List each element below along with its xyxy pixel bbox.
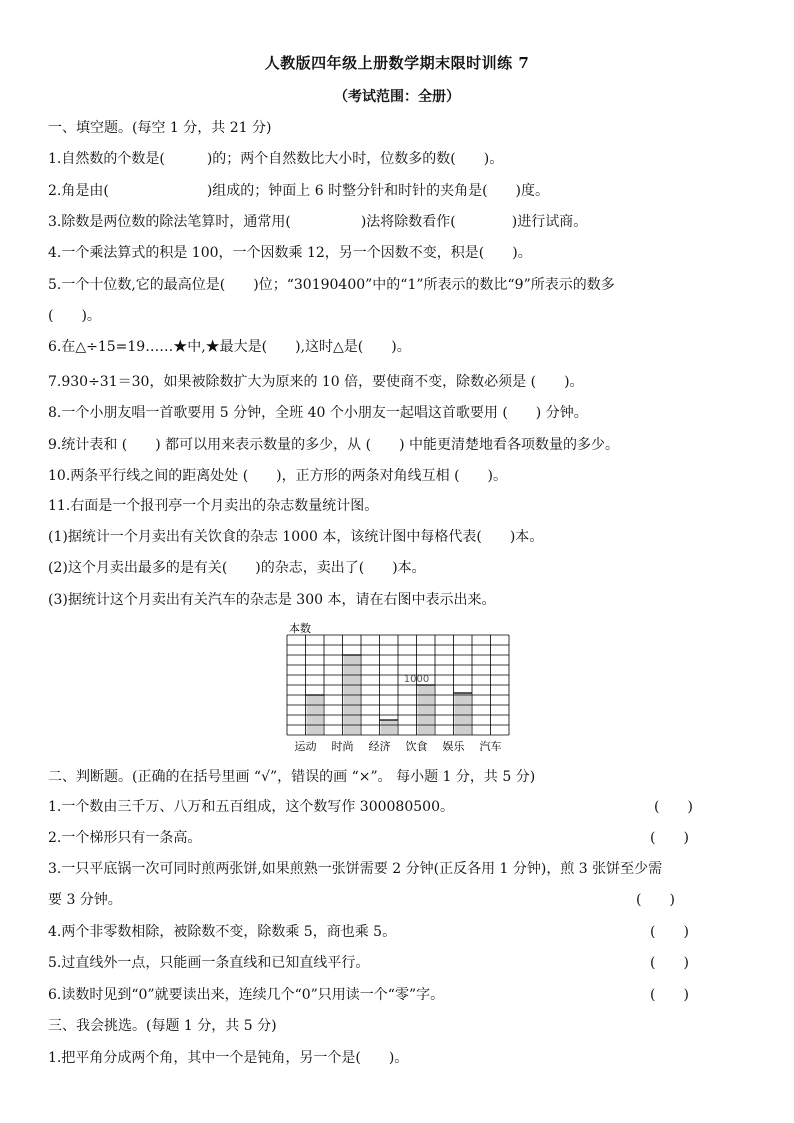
question-2-3-line2: 要 3 分钟。	[48, 892, 122, 908]
page-subtitle: （考试范围：全册）	[334, 89, 460, 105]
answer-paren-2-4[interactable]: ( )	[650, 924, 689, 940]
question-1-11-part2: (2)这个月卖出最多的是有关( )的杂志，卖出了( )本。	[48, 560, 426, 576]
page-title: 人教版四年级上册数学期末限时训练 7	[264, 54, 530, 72]
section-2-heading: 二、判断题。(正确的在括号里画 “√”，错误的画 “×”。 每小题 1 分，共 5 分)	[48, 769, 536, 785]
chart-category-label-3: 饮食	[405, 740, 428, 753]
question-1-8: 8.一个小朋友唱一首歌要用 5 分钟，全班 40 个小朋友一起唱这首歌要用 ( ) 分钟。	[48, 405, 588, 421]
question-1-5-line1: 5.一个十位数,它的最高位是( )位；“30190400”中的“1”所表示的数比“9”所表示的数多	[48, 277, 615, 293]
question-1-7: 7.930÷31＝30，如果被除数扩大为原来的 10 倍，要使商不变，除数必须是 ( )。	[48, 374, 584, 390]
question-2-2: 2.一个梯形只有一条高。	[48, 830, 202, 846]
question-1-10: 10.两条平行线之间的距离处处 ( )，正方形的两条对角线互相 ( )。	[48, 468, 508, 484]
question-1-4: 4.一个乘法算式的积是 100，一个因数乘 12，另一个因数不变，积是( )。	[48, 245, 532, 261]
question-2-3-line1: 3.一只平底锅一次可同时煎两张饼,如果煎熟一张饼需要 2 分钟(正反各用 1 分钟)，煎 3 张饼至少需	[48, 861, 663, 877]
question-1-9: 9.统计表和 ( ) 都可以用来表示数量的多少，从 ( ) 中能更清楚地看各项数量的多少。	[48, 437, 620, 453]
answer-paren-2-5[interactable]: ( )	[650, 955, 689, 971]
chart-category-label-1: 时尚	[331, 740, 354, 753]
chart-category-label-0: 运动	[294, 740, 317, 753]
chart-svg	[283, 621, 523, 753]
section-3-heading: 三、我会挑选。(每题 1 分，共 5 分)	[48, 1018, 277, 1034]
magazine-sales-bar-chart	[283, 621, 523, 753]
question-2-6: 6.读数时见到“0”就要读出来，连续几个“0”只用读一个“零”字。	[48, 987, 445, 1003]
question-3-1: 1.把平角分成两个角，其中一个是钝角，另一个是( )。	[48, 1050, 409, 1066]
chart-y-label: 本数	[289, 622, 311, 635]
question-1-5-line2: ( )。	[48, 308, 101, 324]
chart-category-label-5: 汽车	[479, 740, 502, 753]
chart-bar-3	[418, 685, 435, 735]
question-1-11-part1: (1)据统计一个月卖出有关饮食的杂志 1000 本，该统计图中每格代表( )本。	[48, 529, 544, 545]
question-1-2: 2.角是由( )组成的；钟面上 6 时整分针和时针的夹角是( )度。	[48, 183, 550, 199]
question-1-11: 11.右面是一个报刊亭一个月卖出的杂志数量统计图。	[48, 498, 379, 514]
chart-annotation-0: 1000	[403, 674, 430, 685]
question-1-1: 1.自然数的个数是( )的；两个自然数比大小时，位数多的数( )。	[48, 151, 504, 167]
question-1-3: 3.除数是两位数的除法笔算时，通常用( )法将除数看作( )进行试商。	[48, 214, 588, 230]
answer-paren-2-1[interactable]: ( )	[654, 799, 693, 815]
section-1-heading: 一、填空题。(每空 1 分，共 21 分)	[48, 120, 272, 136]
chart-bar-2	[381, 720, 398, 735]
chart-bar-4	[455, 693, 472, 735]
answer-paren-2-2[interactable]: ( )	[650, 830, 689, 846]
question-2-4: 4.两个非零数相除，被除数不变，除数乘 5，商也乘 5。	[48, 924, 397, 940]
answer-paren-2-3[interactable]: ( )	[636, 892, 675, 908]
question-1-11-part3: (3)据统计这个月卖出有关汽车的杂志是 300 本，请在右图中表示出来。	[48, 592, 496, 608]
chart-category-label-4: 娱乐	[442, 740, 465, 753]
answer-paren-2-6[interactable]: ( )	[650, 987, 689, 1003]
question-2-5: 5.过直线外一点，只能画一条直线和已知直线平行。	[48, 955, 370, 971]
question-2-1: 1.一个数由三千万、八万和五百组成，这个数写作 300080500。	[48, 799, 454, 815]
chart-category-label-2: 经济	[368, 740, 391, 753]
question-1-6: 6.在△÷15=19……★中,★最大是( ),这时△是( )。	[48, 339, 411, 355]
